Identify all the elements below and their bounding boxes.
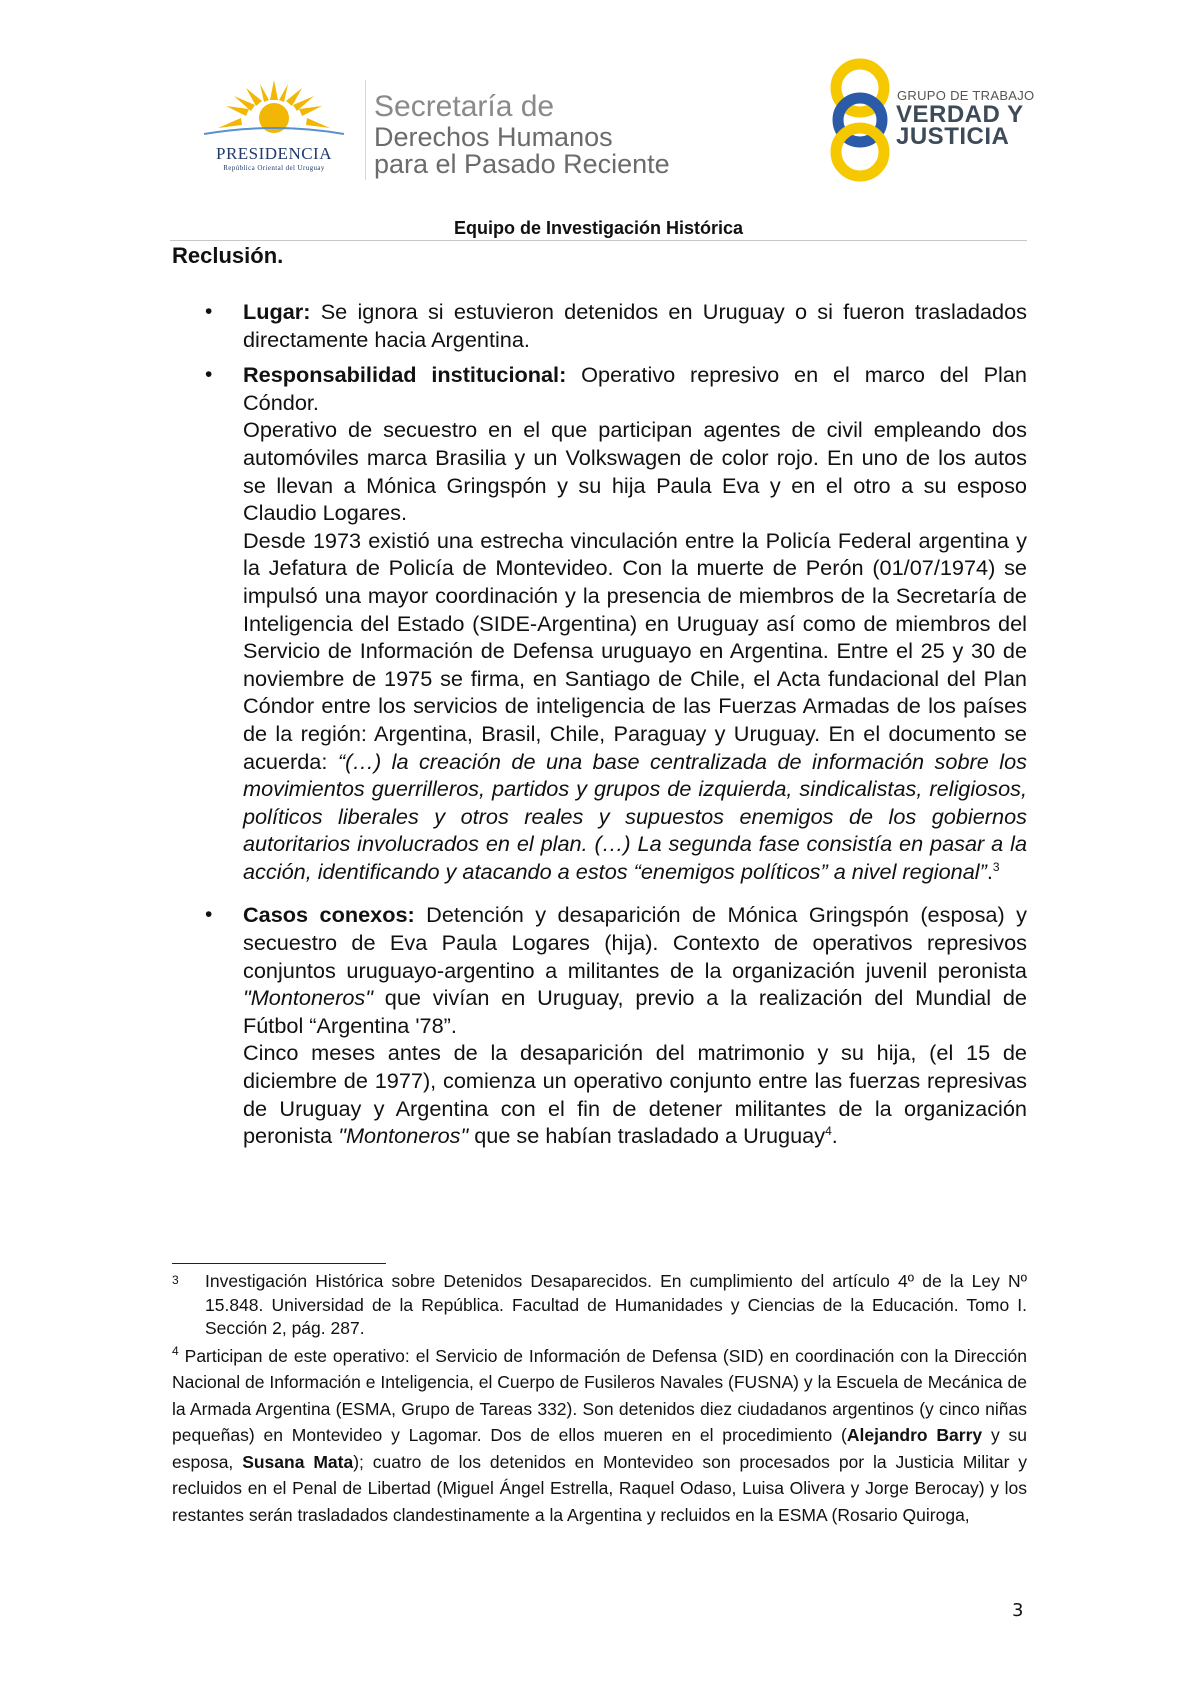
montoneros-term: "Montoneros" <box>338 1123 469 1149</box>
presidencia-subtitle: República Oriental del Uruguay <box>223 164 325 172</box>
footnote-4-name-barry: Alejandro Barry <box>846 1425 983 1446</box>
verdad-label: VERDAD Y <box>896 101 1024 128</box>
casos-label: Casos conexos: <box>243 902 415 928</box>
lugar-paragraph <box>243 298 1027 353</box>
footnote-3-number: 3 <box>172 1273 179 1287</box>
footnote-3-text: Investigación Histórica sobre Detenidos Desaparecidos. En cumplimiento del artículo 4º de la Ley Nº 15.848. Universidad de la República. Facultad de Humanidades y Ciencias de la Educación. Tomo I. Sección 2, pág. 287. <box>205 1271 1027 1338</box>
footnote-separator <box>172 1263 386 1264</box>
responsabilidad-paragraph <box>243 361 1027 416</box>
cinco-meses-text-2: que se habían trasladado a Uruguay <box>468 1123 826 1149</box>
secretaria-line-1: Secretaría de <box>374 90 555 123</box>
footnote-4-text-1: Participan de este operativo: el Servicio de Información de Defensa (SID) en coordinación con la Dirección Nacional de Información e Inteligencia, el Cuerpo de Fusileros Navales (FUSNA) y la Escuela de Mecánica de la Armada Argentina (ESMA, Grupo de Tareas 332). Son detenidos diez ciudadanos argentinos (y cinco niñas pequeñas) en Montevideo y Lagomar. Dos de ellos mueren en el procedimiento ( <box>172 1345 1027 1446</box>
footnote-4-name-mata: Susana Mata <box>242 1451 354 1472</box>
secretaria-line-3: para el Pasado Reciente <box>374 149 670 179</box>
cinco-meses-paragraph <box>243 1039 1027 1149</box>
list-item-lugar <box>205 298 1027 353</box>
responsabilidad-label: Responsabilidad institucional: <box>243 362 567 388</box>
footnote-4-number: 4 <box>172 1343 179 1358</box>
casos-text-1: Detención y desaparición de Mónica Gringspón (esposa) y secuestro de Eva Paula Logares (hija). Contexto de operativos represivos conjuntos uruguayo-argentino a militantes de la organización juvenil peronista <box>243 902 1027 983</box>
cinco-meses-end: . <box>831 1123 838 1149</box>
montoneros-term: "Montoneros" <box>243 985 373 1011</box>
responsabilidad-text: Operativo represivo en el marco del Plan Cóndor. <box>243 362 1027 415</box>
footnotes <box>172 1270 1027 1529</box>
bullet-icon: • <box>205 300 213 323</box>
footnote-4-text-3: ); cuatro de los detenidos en Montevideo son procesados por la Justicia Militar y recluidos en el Penal de Libertad (Miguel Ángel Estrella, Raquel Odaso, Luisa Olivera y Jorge Berocay) y los restantes serán trasladados clandestinamente a la Argentina y recluidos en la ESMA (Rosario Quiroga, <box>172 1451 1028 1526</box>
footnote-4 <box>172 1343 1027 1529</box>
bullet-icon: • <box>205 363 213 387</box>
justicia-label: JUSTICIA <box>896 123 1010 150</box>
operativo-paragraph: Operativo de secuestro en el que participan agentes de civil empleando dos automóviles marca Brasilia y un Volkswagen de color rojo. En uno de los autos se llevan a Mónica Gringspón y su hija Paula Eva y en el otro a su esposo Claudio Logares. <box>243 417 1027 526</box>
bullet-icon: • <box>205 903 213 927</box>
footnote-3 <box>172 1270 1027 1341</box>
grupo-trabajo-label: GRUPO DE TRABAJO <box>897 88 1035 103</box>
cinco-meses-text-1: Cinco meses antes de la desaparición del matrimonio y su hija, (el 15 de diciembre de 1977), comienza un operativo conjunto entre las fuerzas represivas de Uruguay y Argentina con el fin de detener militantes de la organización peronista <box>243 1040 1027 1149</box>
lugar-label: Lugar: <box>243 299 311 324</box>
contexto-end: . <box>986 858 993 884</box>
casos-paragraph <box>243 901 1027 1039</box>
team-name: Equipo de Investigación Histórica <box>453 218 744 238</box>
contexto-paragraph <box>243 527 1027 886</box>
footnote-ref-4[interactable]: 4 <box>825 1123 832 1138</box>
casos-text-2: que vivían en Uruguay, previo a la realización del Mundial de Fútbol “Argentina '78”. <box>243 985 1027 1038</box>
lugar-text: Se ignora si estuvieron detenidos en Uruguay o si fueron trasladados directamente hacia Argentina. <box>243 299 1027 352</box>
presidencia-title: PRESIDENCIA <box>215 144 332 163</box>
secretaria-line-2: Derechos Humanos <box>374 122 613 152</box>
page-number: 3 <box>1012 1600 1024 1621</box>
document-body <box>205 298 1027 1150</box>
list-item-casos <box>205 901 1027 1149</box>
section-title: Reclusión. <box>172 243 284 268</box>
footnote-4-text-2: y su esposa, <box>172 1425 1027 1472</box>
header-rule <box>170 240 1027 241</box>
footnote-ref-3[interactable]: 3 <box>992 859 1000 874</box>
verdad-justicia-rings-logo <box>822 58 898 182</box>
page-header <box>0 0 1191 200</box>
list-item-responsabilidad <box>205 361 1027 885</box>
logo-divider <box>365 80 366 180</box>
contexto-text: Desde 1973 existió una estrecha vinculación entre la Policía Federal argentina y la Jefatura de Policía de Montevideo. Con la muerte de Perón (01/07/1974) se impulsó una mayor coordinación y la presencia de miembros de la Secretaría de Inteligencia del Estado (SIDE-Argentina) en Uruguay así como de miembros del Servicio de Información de Defensa uruguayo en Argentina. Entre el 25 y 30 de noviembre de 1975 se firma, en Santiago de Chile, el Acta fundacional del Plan Cóndor entre los servicios de inteligencia de las Fuerzas Armadas de los países de la región: Argentina, Brasil, Chile, Paraguay y Uruguay. En el documento se acuerda: <box>243 527 1027 774</box>
acta-quote: “(…) la creación de una base centralizada de información sobre los movimientos guerrilleros, partidos y grupos de izquierda, sindicalistas, religiosos, políticos liberales y otros reales y supuestos enemigos de los gobiernos autoritarios involucrados en el plan. (…) La segunda fase consistía en pasar a la acción, identificando y atacando a estos “enemigos políticos” a nivel regional” <box>243 748 1027 884</box>
